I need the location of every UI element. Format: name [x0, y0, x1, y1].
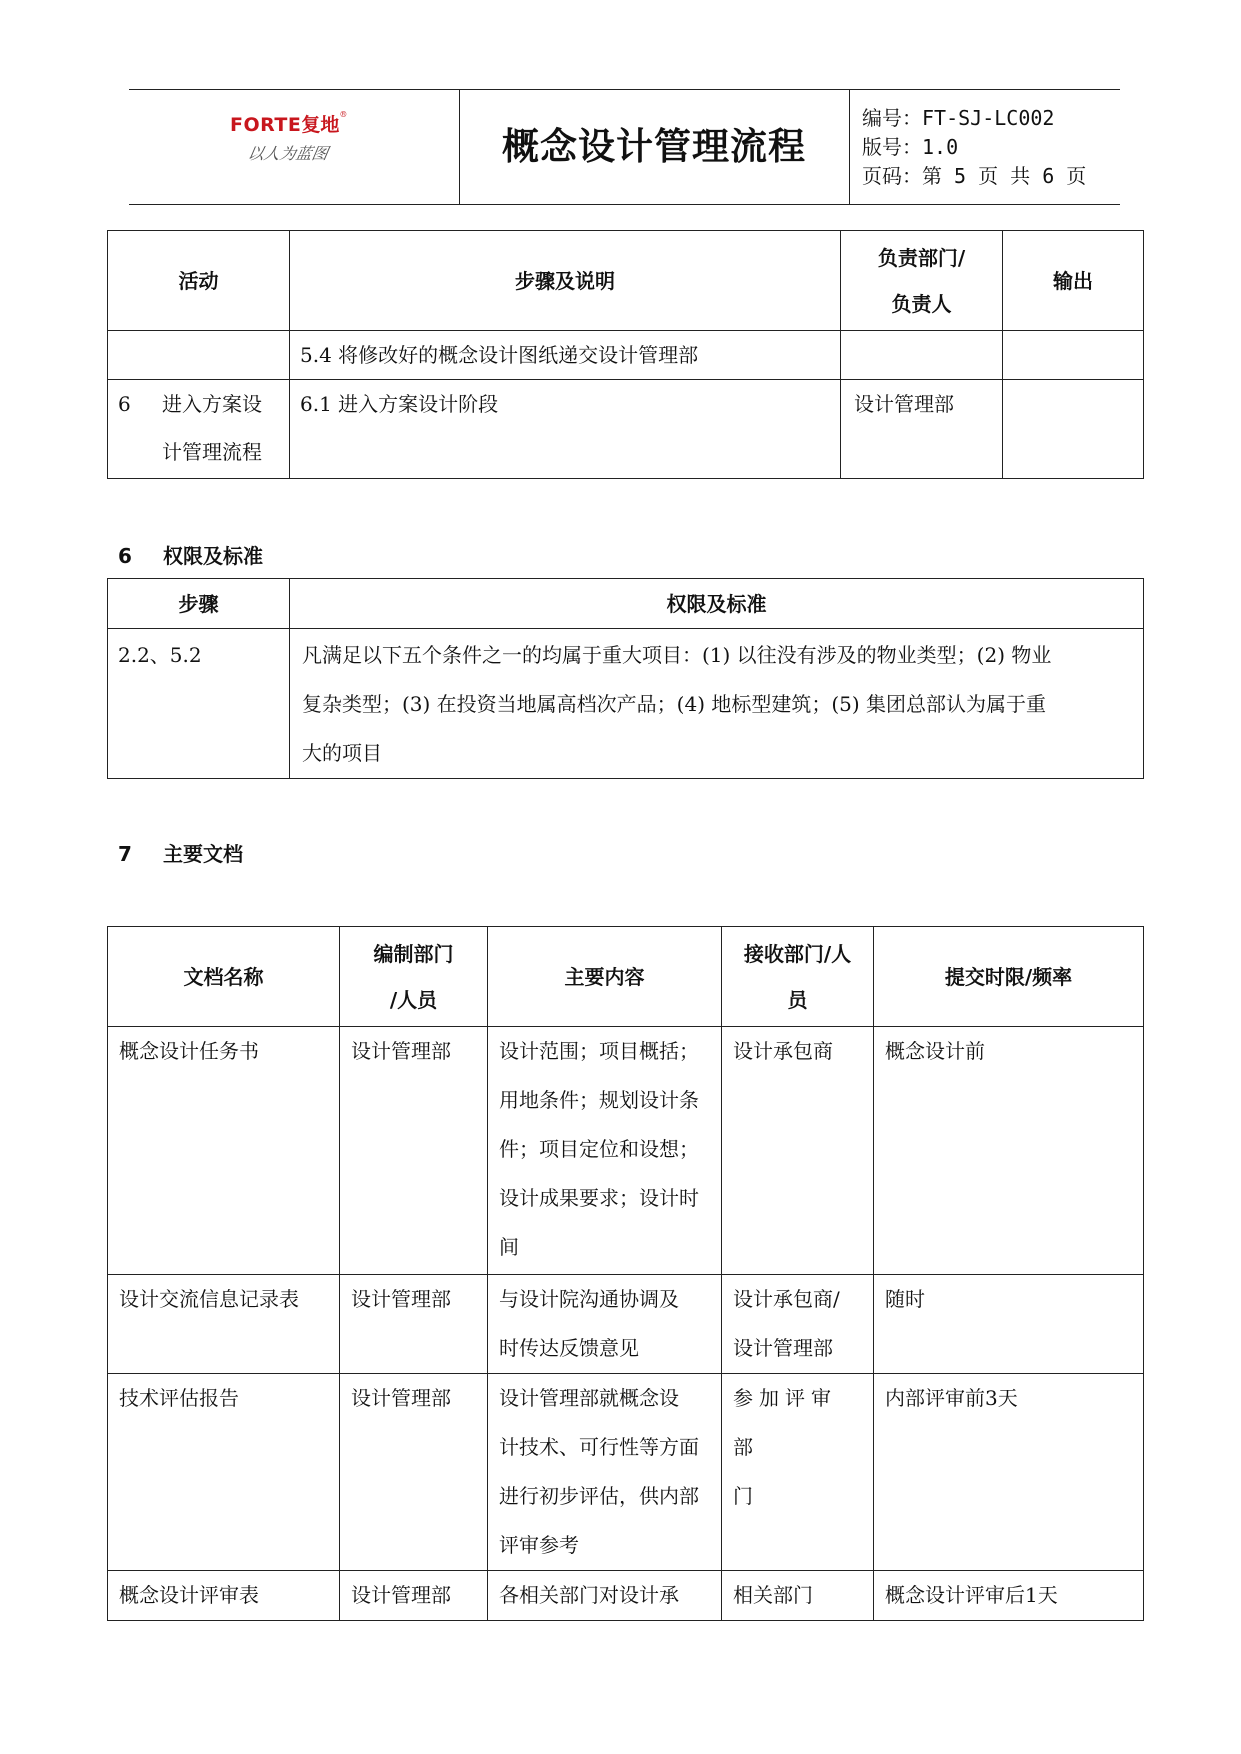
row-authority: [290, 629, 1144, 779]
table-row: [108, 1374, 1144, 1571]
doc-receiver: [722, 1027, 874, 1275]
section-7-title: 主要文档: [163, 842, 243, 866]
row-dept: 设计管理部: [841, 380, 1003, 479]
header-receiver-line2: 员: [787, 987, 808, 1012]
doc-content-line: 件；项目定位和设想；: [499, 1137, 699, 1161]
row-activity: [108, 331, 290, 380]
doc-receiver-line: 设计承包商: [733, 1039, 833, 1063]
doc-receiver-line: 参加评审部: [733, 1386, 837, 1459]
doc-receiver-line: 门: [733, 1484, 753, 1508]
doc-author: 设计管理部: [340, 1027, 488, 1275]
section-7-heading: [118, 838, 243, 867]
table-row: [108, 629, 1144, 779]
header-divider-right: [849, 89, 850, 204]
document-version: 版号：1.0: [862, 135, 959, 159]
header-bottom-rule: [129, 204, 1120, 205]
logo-slogan: 以人为蓝图: [246, 144, 330, 163]
doc-receiver: [722, 1275, 874, 1374]
header-step: 步骤: [108, 579, 290, 629]
authority-line-2: 复杂类型；(3) 在投资当地属高档次产品；(4) 地标型建筑；(5) 集团总部认为属于重: [302, 692, 1047, 716]
row-activity: [108, 380, 290, 479]
activity-name: [162, 380, 262, 476]
doc-name: 设计交流信息记录表: [108, 1275, 340, 1374]
activity-name-line1: 进入方案设: [162, 392, 262, 416]
header-output: 输出: [1003, 231, 1144, 331]
table-row: [108, 331, 1144, 380]
doc-content-line: 时传达反馈意见: [499, 1336, 639, 1360]
doc-author: 设计管理部: [340, 1275, 488, 1374]
header-author: [340, 927, 488, 1027]
table-header-row: [108, 231, 1144, 331]
section-6-number: 6: [118, 544, 132, 568]
doc-receiver-line: 设计承包商/: [733, 1287, 840, 1311]
section-6-heading: [118, 540, 263, 569]
doc-name: 概念设计评审表: [108, 1571, 340, 1621]
header-receiver: [722, 927, 874, 1027]
activity-table: [107, 230, 1144, 479]
doc-name: 技术评估报告: [108, 1374, 340, 1571]
doc-content-line: 间: [499, 1235, 519, 1259]
doc-receiver-line: 设计管理部: [733, 1336, 833, 1360]
header-deadline: 提交时限/频率: [874, 927, 1144, 1027]
doc-receiver: [722, 1571, 874, 1621]
doc-content-line: 设计范围；项目概括；: [499, 1039, 699, 1063]
doc-deadline: 内部评审前3天: [874, 1374, 1144, 1571]
authority-table: [107, 578, 1144, 779]
documents-table: [107, 926, 1144, 1621]
header-authority: 权限及标准: [290, 579, 1144, 629]
doc-author: 设计管理部: [340, 1374, 488, 1571]
doc-content-line: 用地条件；规划设计条: [499, 1088, 699, 1112]
authority-line-3: 大的项目: [302, 741, 382, 765]
logo-brand: FORTE: [230, 114, 302, 136]
doc-content-line: 评审参考: [499, 1533, 579, 1557]
header-receiver-line1: 接收部门/人: [743, 941, 852, 966]
table-row: [108, 380, 1144, 479]
section-6-title: 权限及标准: [163, 544, 263, 568]
header-steps: 步骤及说明: [290, 231, 841, 331]
document-code: 编号：FT-SJ-LC002: [862, 106, 1055, 130]
header-dept-line2: 负责人: [891, 291, 952, 316]
doc-content: [488, 1571, 722, 1621]
logo-brand-cn: 复地: [301, 114, 340, 136]
header-doc-name: 文档名称: [108, 927, 340, 1027]
doc-content-line: 设计成果要求；设计时: [499, 1186, 699, 1210]
doc-receiver: [722, 1374, 874, 1571]
table-row: [108, 1571, 1144, 1621]
doc-content-line: 各相关部门对设计承: [499, 1583, 679, 1607]
registered-mark-icon: ®: [339, 110, 348, 119]
doc-name: 概念设计任务书: [108, 1027, 340, 1275]
table-header-row: [108, 927, 1144, 1027]
document-title: 概念设计管理流程: [502, 125, 806, 168]
doc-content-line: 与设计院沟通协调及: [499, 1287, 679, 1311]
header-dept-line1: 负责部门/: [877, 245, 966, 270]
activity-number: 6: [118, 392, 131, 416]
authority-line-1: 凡满足以下五个条件之一的均属于重大项目：(1) 以往没有涉及的物业类型；(2) 物业: [302, 643, 1052, 667]
doc-author: 设计管理部: [340, 1571, 488, 1621]
activity-name-line2: 计管理流程: [162, 440, 262, 464]
doc-deadline: 概念设计评审后1天: [874, 1571, 1144, 1621]
header-dept: [841, 231, 1003, 331]
table-row: [108, 1027, 1144, 1275]
row-step: 2.2、5.2: [108, 629, 290, 779]
doc-receiver-line: 相关部门: [733, 1583, 813, 1607]
header-author-line1: 编制部门: [373, 941, 454, 966]
doc-content: [488, 1027, 722, 1275]
table-row: [108, 1275, 1144, 1374]
header-activity: 活动: [108, 231, 290, 331]
doc-content-line: 设计管理部就概念设: [499, 1386, 679, 1410]
table-header-row: [108, 579, 1144, 629]
company-logo: [230, 110, 370, 178]
doc-deadline: 概念设计前: [874, 1027, 1144, 1275]
doc-content-line: 计技术、可行性等方面: [499, 1435, 699, 1459]
header-author-line2: /人员: [389, 987, 438, 1012]
row-step: 6.1 进入方案设计阶段: [290, 380, 841, 479]
row-step: 5.4 将修改好的概念设计图纸递交设计管理部: [290, 331, 841, 380]
row-output: [1003, 380, 1144, 479]
doc-content: [488, 1374, 722, 1571]
doc-content-line: 进行初步评估，供内部: [499, 1484, 699, 1508]
document-page: 页码：第 5 页 共 6 页: [862, 164, 1087, 188]
doc-deadline: 随时: [874, 1275, 1144, 1374]
row-dept: [841, 331, 1003, 380]
section-7-number: 7: [118, 842, 132, 866]
document-meta: [862, 104, 1086, 191]
header-content: 主要内容: [488, 927, 722, 1027]
doc-content: [488, 1275, 722, 1374]
row-output: [1003, 331, 1144, 380]
